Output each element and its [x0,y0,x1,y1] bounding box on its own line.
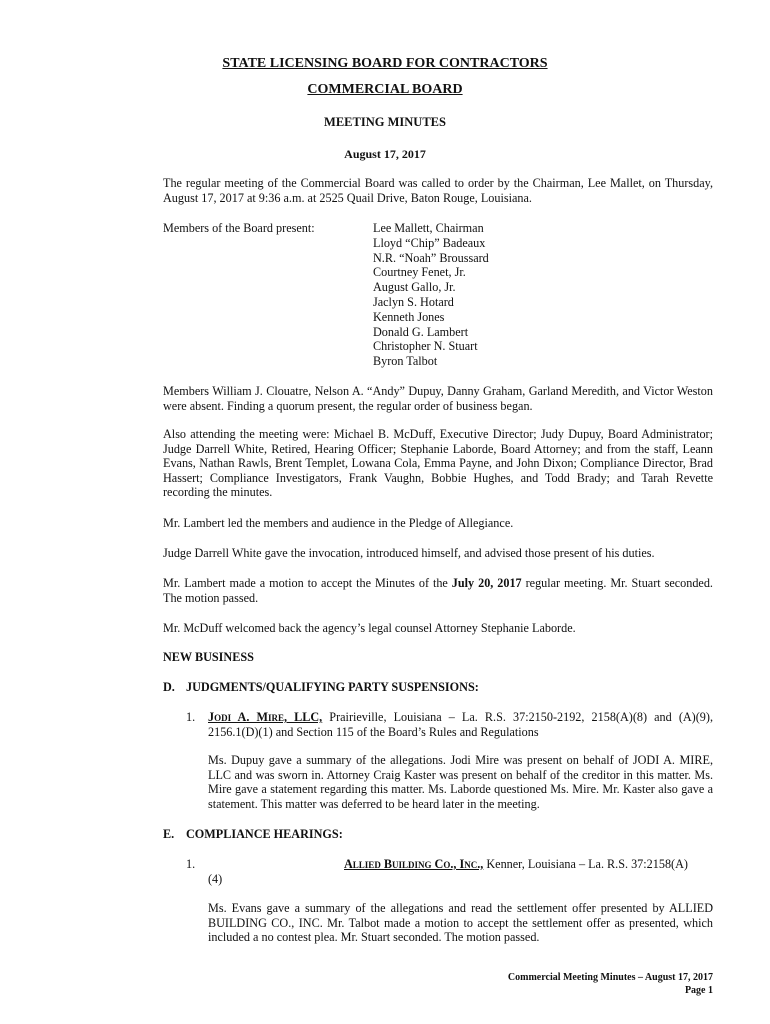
absent-paragraph: Members William J. Clouatre, Nelson A. “Andy” Dupuy, Danny Graham, Garland Meredith, and Victor Weston were absent. Finding a quorum present, the regular order of business began. [163,384,713,413]
section-e-letter: E. [163,827,175,841]
footer-title: Commercial Meeting Minutes – August 17, 2017 [507,972,713,983]
section-e-item-number: 1. [186,857,196,871]
minutes-motion-paragraph [163,576,713,605]
respondent-details: Prairieville, Louisiana – La. R.S. 37:2150-2192, 2158(A)(8) and (A)(9), 2156.1(D)(1) and Section 115 of the Board’s Rules and Regulations [208,710,713,739]
member-name: Kenneth Jones [373,309,445,324]
new-business-heading: NEW BUSINESS [163,650,254,664]
member-name: Donald G. Lambert [373,324,469,339]
motion-text-before: Mr. Lambert made a motion to accept the Minutes of the [163,576,452,590]
respondent-name: Allied Building Co., Inc., [344,857,484,871]
document-subtitle: COMMERCIAL BOARD [307,82,463,97]
section-d-letter: D. [163,680,175,694]
section-d-item-title [208,710,713,739]
motion-text-after: regular meeting. Mr. Stuart seconded. The motion passed. [163,576,713,605]
member-name: Jaclyn S. Hotard [373,294,454,309]
member-name: Lloyd “Chip” Badeaux [373,235,486,250]
intro-paragraph: The regular meeting of the Commercial Board was called to order by the Chairman, Lee Mallet, on Thursday, August 17, 2017 at 9:36 a.m. at 2525 Quail Drive, Baton Rouge, Louisiana. [163,176,713,205]
member-name: Byron Talbot [373,354,438,369]
member-name: August Gallo, Jr. [373,280,456,295]
section-e-heading: COMPLIANCE HEARINGS: [186,827,343,841]
member-name: Lee Mallett, Chairman [373,221,484,235]
welcome-paragraph: Mr. McDuff welcomed back the agency’s legal counsel Attorney Stephanie Laborde. [163,621,576,635]
member-name: Courtney Fenet, Jr. [373,265,466,280]
section-d-item-text: Ms. Dupuy gave a summary of the allegations. Jodi Mire was present on behalf of JODI A. MIRE, LLC and was sworn in. Attorney Craig Kaster was present on behalf of the creditor in this matter. Ms. Mire gave a statement regarding this matter. Ms. Laborde questioned Ms. Mire. Mr. Kaster also gave a statement. This matter was deferred to be heard later in the meeting. [208,753,713,811]
members-label: Members of the Board present: [163,221,315,235]
member-name: N.R. “Noah” Broussard [373,250,489,265]
document-title: STATE LICENSING BOARD FOR CONTRACTORS [222,56,548,71]
section-d-heading: JUDGMENTS/QUALIFYING PARTY SUSPENSIONS: [186,680,479,694]
motion-meeting-date: July 20, 2017 [451,576,522,590]
attending-paragraph: Also attending the meeting were: Michael B. McDuff, Executive Director; Judy Dupuy, Board Administrator; Judge Darrell White, Retired, Hearing Officer; Stephanie Laborde, Board Attorney; and from the staff, Leann Evans, Nathan Rawls, Brent Templet, Lowana Cola, Emma Payne, and John Dixon; Compliance Director, Brad Hassert; Compliance Investigators, Frank Vaughn, Bobbie Hughes, and Todd Brady; and Tarah Revette recording the minutes. [163,427,713,500]
section-e-item-title [344,857,714,872]
document-type: MEETING MINUTES [324,115,446,129]
members-list [373,221,489,369]
invocation-paragraph: Judge Darrell White gave the invocation, introduced himself, and advised those present of his duties. [163,546,655,560]
section-d-item-number: 1. [186,710,196,724]
pledge-paragraph: Mr. Lambert led the members and audience in the Pledge of Allegiance. [163,516,514,530]
page-footer [508,972,713,997]
section-e-item-title-continued: (4) [208,872,223,886]
meeting-date: August 17, 2017 [344,147,426,161]
page-number: Page 1 [684,984,713,996]
respondent-details: Kenner, Louisiana – La. R.S. 37:2158(A) [483,857,688,871]
respondent-name: Jodi A. Mire, LLC, [208,710,323,724]
member-name: Christopher N. Stuart [373,339,478,354]
section-e-item-text: Ms. Evans gave a summary of the allegations and read the settlement offer presented by ALLIED BUILDING CO., INC. Mr. Talbot made a motion to accept the settlement offer as presented, which included a no contest plea. Mr. Stuart seconded. The motion passed. [208,901,713,945]
